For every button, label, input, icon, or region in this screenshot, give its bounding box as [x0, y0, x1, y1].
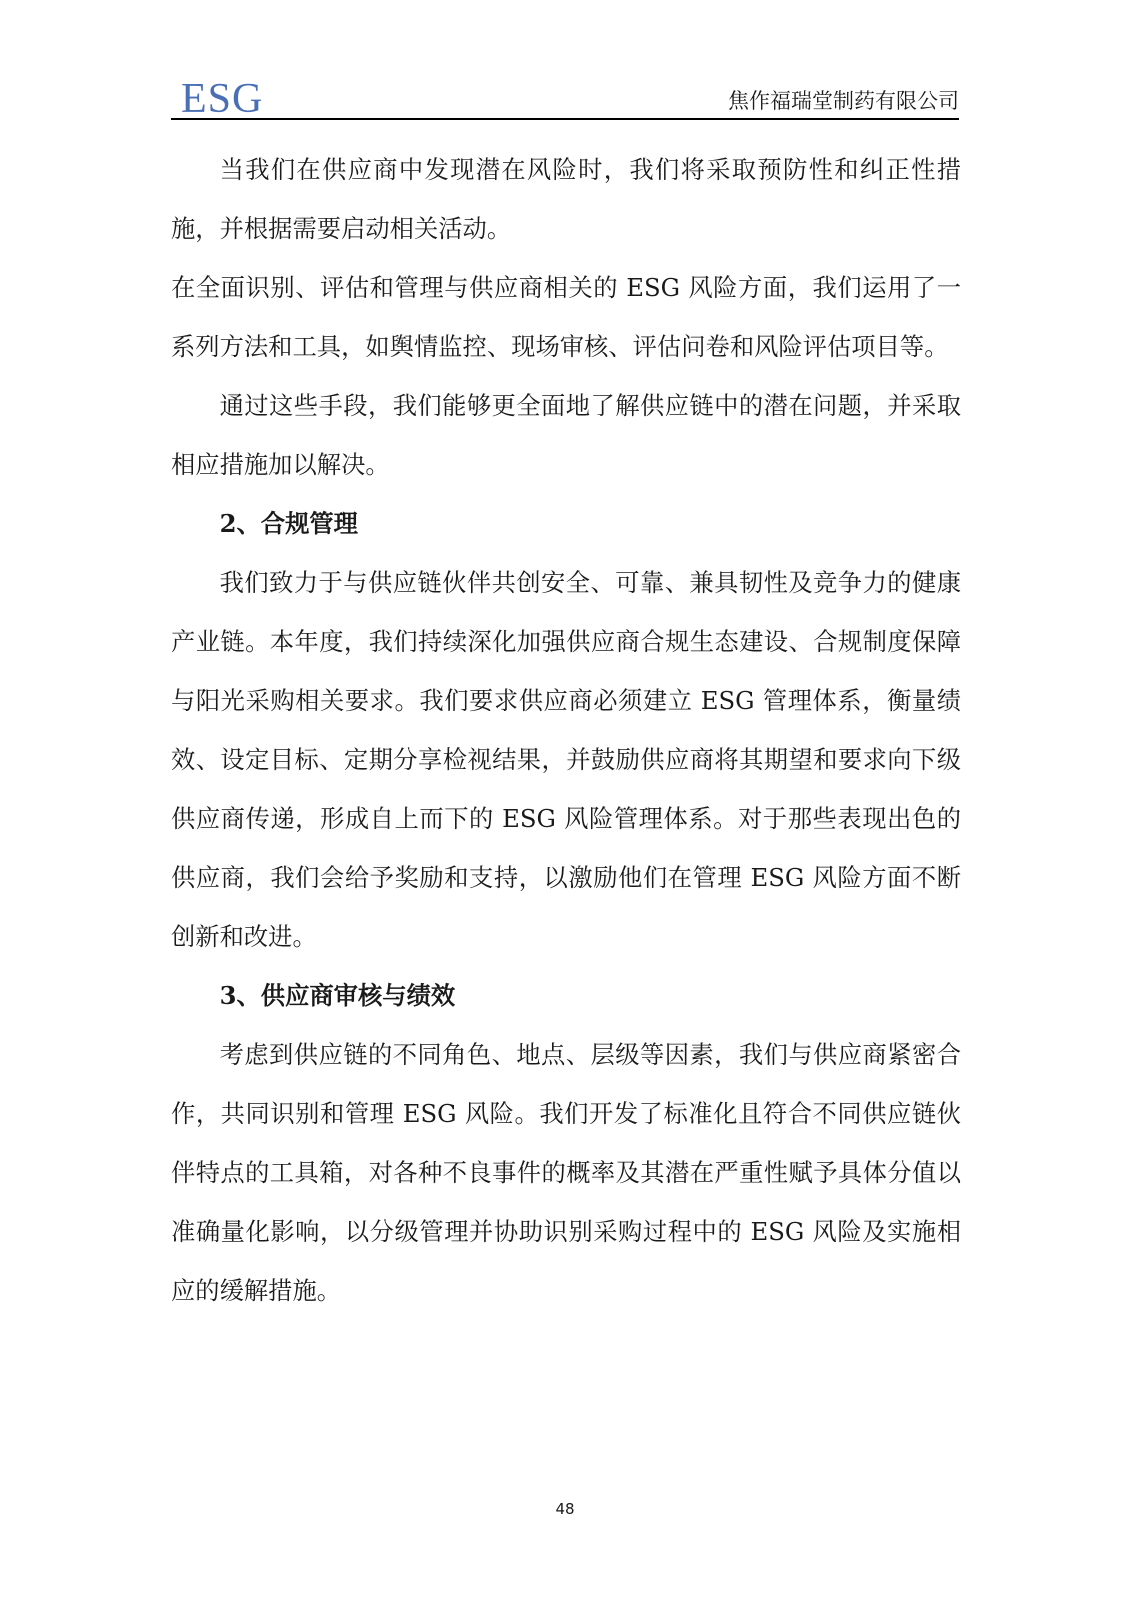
company-name: 焦作福瑞堂制药有限公司	[728, 89, 959, 113]
esg-logo: ESG	[181, 76, 264, 122]
paragraph-risk-measures: 当我们在供应商中发现潜在风险时，我们将采取预防性和纠正性措施，并根据需要启动相关活动。	[171, 155, 961, 243]
section-heading-compliance: 2、合规管理	[219, 509, 358, 538]
paragraph-risk-methods: 在全面识别、评估和管理与供应商相关的 ESG 风险方面，我们运用了一系列方法和工具，如舆情监控、现场审核、评估问卷和风险评估项目等。	[171, 273, 961, 361]
paragraph-risk-means: 通过这些手段，我们能够更全面地了解供应链中的潜在问题，并采取相应措施加以解决。	[171, 391, 961, 479]
paragraph-compliance: 我们致力于与供应链伙伴共创安全、可靠、兼具韧性及竞争力的健康产业链。本年度，我们持续深化加强供应商合规生态建设、合规制度保障与阳光采购相关要求。我们要求供应商必须建立 ESG 管理体系，衡量绩效、设定目标、定期分享检视结果，并鼓励供应商将其期望和要求向下级供应商传递，形成自上而下的 ESG 风险管理体系。对于那些表现出色的供应商，我们会给予奖励和支持，以激励他们在管理 ESG 风险方面不断创新和改进。	[171, 568, 961, 951]
page-number: 48	[555, 1500, 575, 1518]
paragraph-audit: 考虑到供应链的不同角色、地点、层级等因素，我们与供应商紧密合作，共同识别和管理 ESG 风险。我们开发了标准化且符合不同供应链伙伴特点的工具箱，对各种不良事件的概率及其潜在严重性赋予具体分值以准确量化影响，以分级管理并协助识别采购过程中的 ESG 风险及实施相应的缓解措施。	[171, 1040, 961, 1305]
section-heading-audit: 3、供应商审核与绩效	[219, 981, 456, 1010]
page-header	[171, 74, 959, 120]
document-body	[171, 140, 961, 1320]
